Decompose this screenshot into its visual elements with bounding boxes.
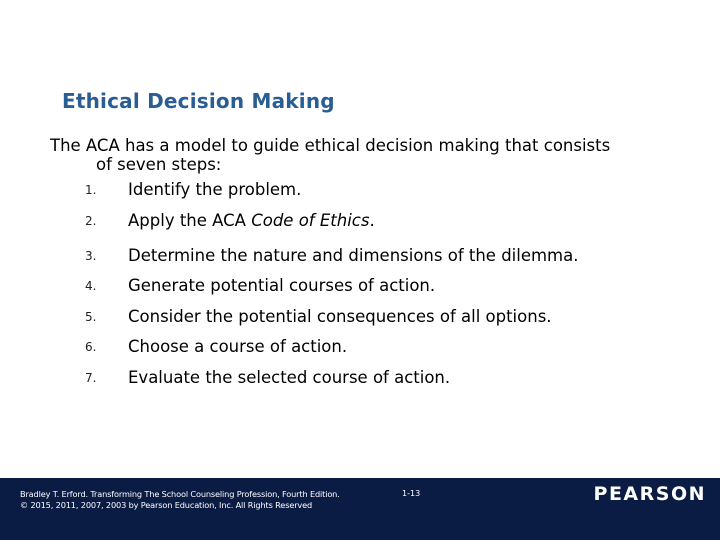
step-text: Choose a course of action. [128,337,348,356]
step-text-before: Apply the ACA [128,211,252,230]
step-text: Determine the nature and dimensions of the dilemma. [128,246,579,265]
slide-title: Ethical Decision Making [62,89,335,113]
step-number: 2. [85,214,97,228]
step-number: 6. [85,340,97,354]
pearson-logo: PEARSON [593,483,706,505]
step-number: 1. [85,183,97,197]
step-text: Evaluate the selected course of action. [128,368,451,387]
step-number: 4. [85,279,97,293]
footer-bar [0,478,720,540]
page-number: 1-13 [402,489,421,498]
step-number: 3. [85,249,97,263]
step-text-italic: Code of Ethics [251,211,370,230]
intro-line-2: of seven steps: [96,155,222,174]
intro-text [50,136,690,174]
intro-line-1: The ACA has a model to guide ethical decision making that consists [50,136,611,155]
step-text-after: . [369,211,375,230]
step-text: Consider the potential consequences of all options. [128,307,552,326]
footer-credit-line-1: Bradley T. Erford. Transforming The School Counseling Profession, Fourth Edition. [20,489,340,499]
step-text [128,211,375,230]
step-number: 5. [85,310,97,324]
step-text: Identify the problem. [128,180,302,199]
step-text: Generate potential courses of action. [128,276,436,295]
step-number: 7. [85,371,97,385]
footer-credit-line-2: © 2015, 2011, 2007, 2003 by Pearson Education, Inc. All Rights Reserved [20,500,313,510]
